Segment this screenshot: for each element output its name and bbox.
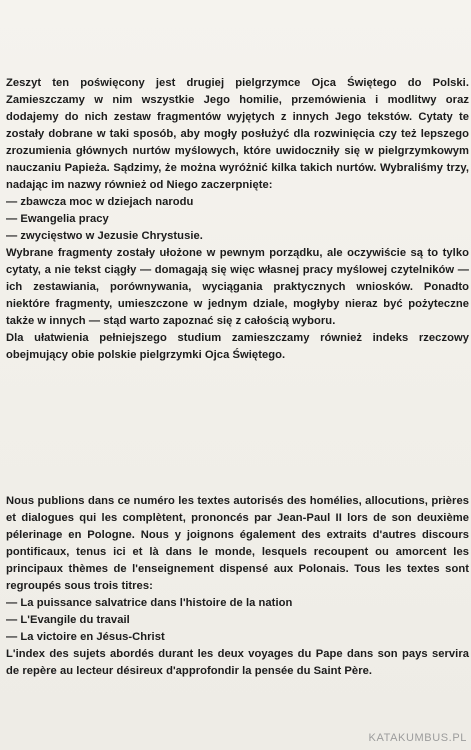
french-intro-paragraph: Nous publions dans ce numéro les textes autorisés des homélies, allocutions, prières et dialogues qui les complètent, prononcés par Jean-Paul II lors de son deuxième pélerinage en Pologne. Nous y joignons également des extraits d'autres discours pontificaux, tenus ici et là dans le monde, lesquels recoupent ou amorcent les principaux thèmes de l'enseignement dispensé aux Polonais. Tous les textes sont regroupés sous trois titres: xyxy=(6,495,469,592)
french-theme-item: — L'Evangile du travail xyxy=(6,614,130,626)
french-theme-item: — La victoire en Jésus-Christ xyxy=(6,631,165,643)
polish-fragments-paragraph: Wybrane fragmenty zostały ułożone w pewnym porządku, ale oczywiście są to tylko cytaty, a nie tekst ciągły — domagają się więc własnej pracy myślowej czytelników — ich zestawiania, porównywania, wyciągania praktycznych wniosków. Ponadto niektóre fragmenty, umieszczone w jednym dziale, mogłyby nieraz być pożyteczne także w innych — stąd warto zapoznać się z całością wyboru. xyxy=(6,247,469,327)
polish-intro-section xyxy=(6,75,469,364)
polish-index-paragraph: Dla ułatwienia pełniejszego studium zamieszczamy również indeks rzeczowy obejmujący obie polskie pielgrzymki Ojca Świętego. xyxy=(6,332,469,361)
polish-intro-paragraph: Zeszyt ten poświęcony jest drugiej pielgrzymce Ojca Świętego do Polski. Zamieszczamy w nim wszystkie Jego homilie, przemówienia i modlitwy oraz dodajemy do nich zestaw fragmentów wyjętych z innych Jego tekstów. Cytaty te zostały dobrane w taki sposób, aby mogły posłużyć dla rozwinięcia czy też lepszego zrozumienia głównych nurtów myślowych, które uwidoczniły się w pielgrzymkowym nauczaniu Papieża. Sądzimy, że można wyróżnić kilka takich nurtów. Wybraliśmy trzy, nadając im nazwy również od Niego zaczerpnięte: xyxy=(6,77,469,191)
french-theme-item: — La puissance salvatrice dans l'histoire de la nation xyxy=(6,597,293,609)
french-intro-section xyxy=(6,493,469,680)
polish-theme-list xyxy=(6,194,469,245)
french-theme-list xyxy=(6,595,469,646)
polish-theme-item: — zbawcza moc w dziejach narodu xyxy=(6,196,194,208)
polish-theme-item: — Ewangelia pracy xyxy=(6,213,109,225)
watermark-text: KATAKUMBUS.PL xyxy=(368,732,467,744)
polish-theme-item: — zwycięstwo w Jezusie Chrystusie. xyxy=(6,230,203,242)
french-index-paragraph: L'index des sujets abordés durant les deux voyages du Pape dans son pays servira de repère au lecteur désireux d'approfondir la pensée du Saint Père. xyxy=(6,648,469,677)
